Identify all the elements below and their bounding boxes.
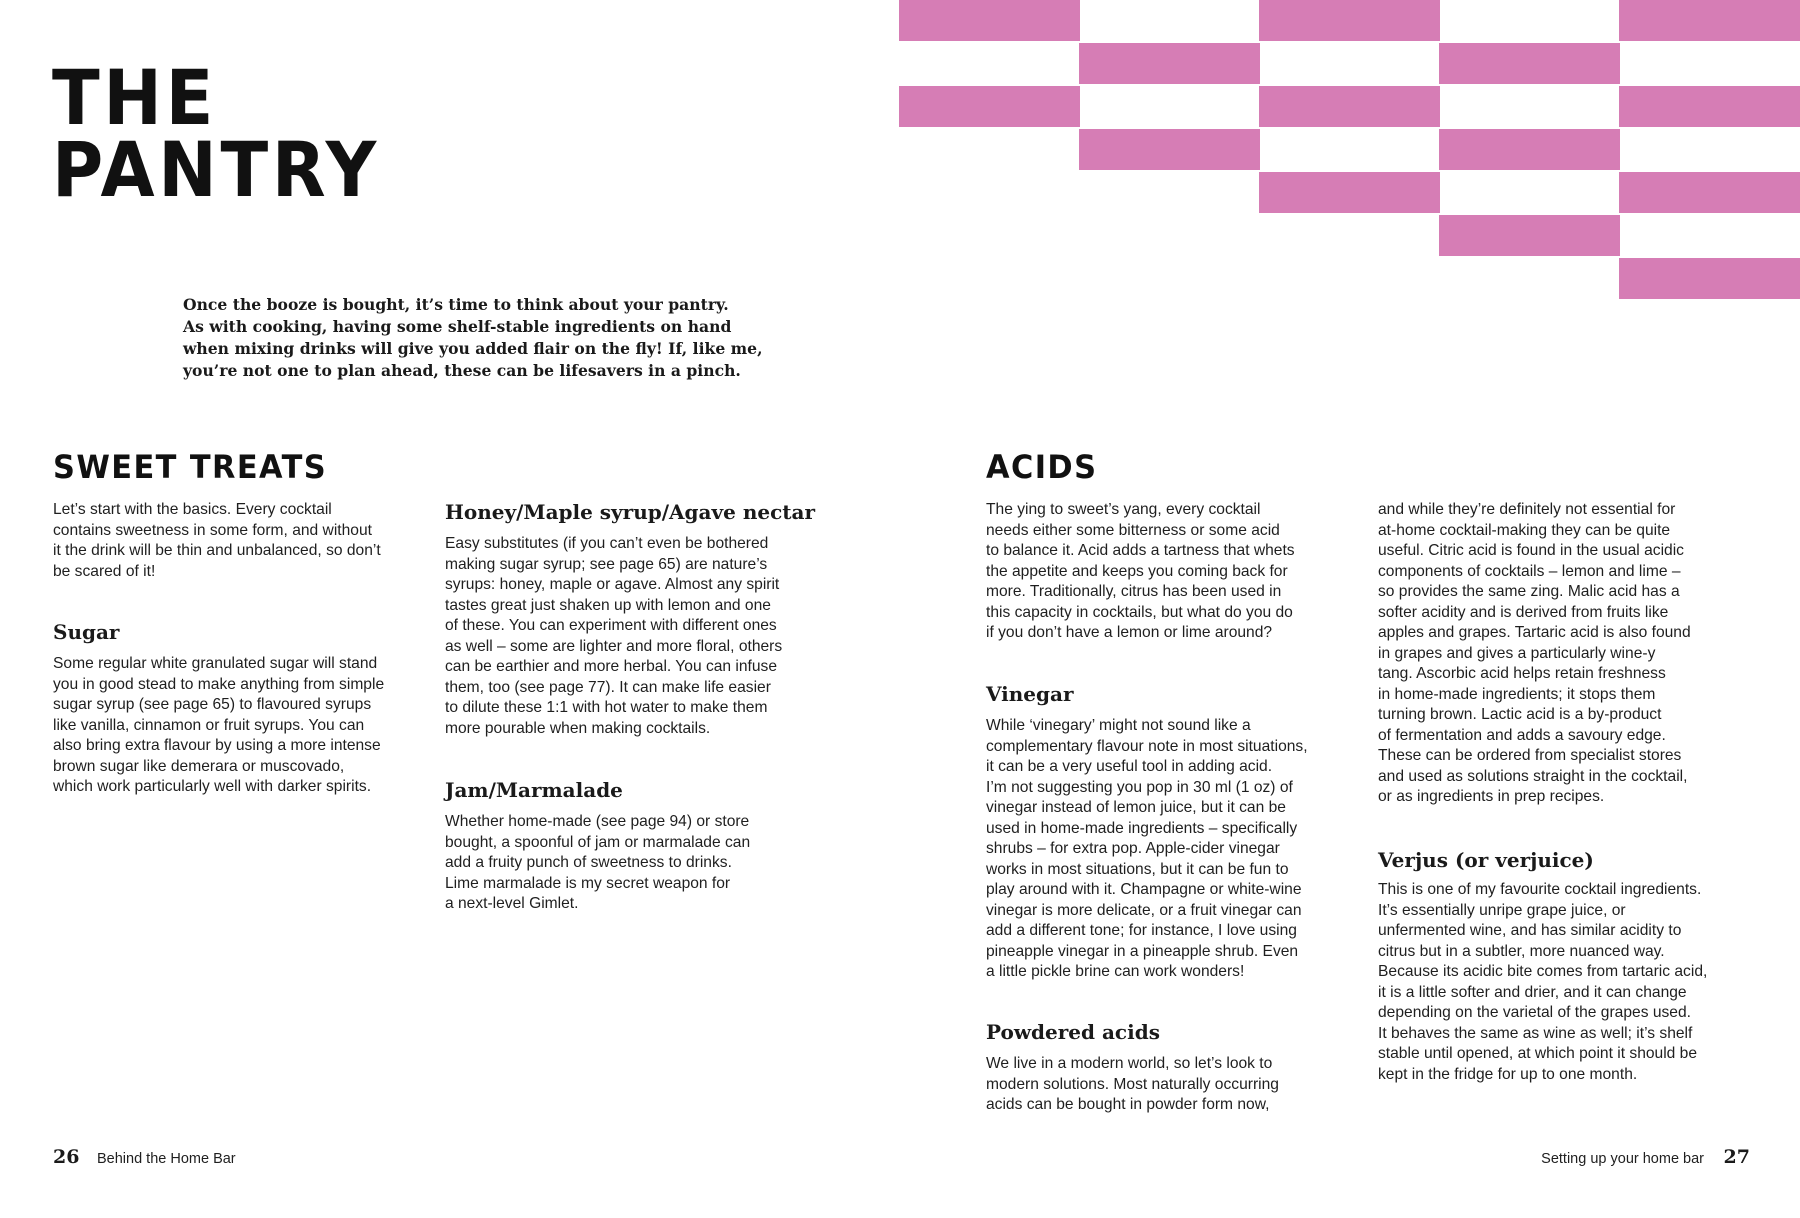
left-running-footer: Behind the Home Bar bbox=[97, 1151, 236, 1167]
jam-text bbox=[445, 812, 830, 915]
sweet-intro-text bbox=[53, 500, 428, 582]
text-line: in home-made ingredients; it stops them bbox=[1378, 685, 1656, 703]
pattern-block bbox=[1619, 258, 1800, 299]
text-line: tang. Ascorbic acid helps retain freshness bbox=[1378, 665, 1666, 682]
powdered-acids-text bbox=[986, 1054, 1356, 1116]
text-line: to dilute these 1:1 with hot water to make them bbox=[445, 699, 768, 716]
intro-line: Once the booze is bought, it’s time to think about your pantry. bbox=[183, 295, 729, 314]
text-line: be scared of it! bbox=[53, 562, 156, 580]
pattern-block bbox=[1619, 86, 1800, 127]
subheading-honey-maple-agave: Honey/Maple syrup/Agave nectar bbox=[445, 500, 815, 524]
text-line: them, too (see page 77). It can make life easier bbox=[445, 678, 771, 696]
text-line: brown sugar like demerara or muscovado, bbox=[53, 757, 345, 775]
text-line: of these. You can experiment with different ones bbox=[445, 617, 777, 634]
text-line: or as ingredients in prep recipes. bbox=[1378, 788, 1605, 805]
title-line-2: PANTRY bbox=[52, 125, 380, 214]
text-line: Some regular white granulated sugar will stand bbox=[53, 655, 378, 672]
pattern-block bbox=[1079, 43, 1260, 84]
honey-text bbox=[445, 534, 830, 739]
text-line: contains sweetness in some form, and without bbox=[53, 521, 372, 539]
text-line: a next-level Gimlet. bbox=[445, 895, 579, 912]
text-line: can be earthier and more herbal. You can infuse bbox=[445, 658, 778, 675]
text-line: While ‘vinegary’ might not sound like a bbox=[986, 717, 1251, 734]
text-line: if you don’t have a lemon or lime around? bbox=[986, 624, 1273, 641]
subheading-sugar: Sugar bbox=[53, 620, 120, 644]
subheading-vinegar: Vinegar bbox=[986, 682, 1074, 706]
pattern-block bbox=[1259, 86, 1440, 127]
text-line: syrups: honey, maple or agave. Almost any spirit bbox=[445, 576, 780, 593]
text-line: We live in a modern world, so let’s look to bbox=[986, 1055, 1273, 1072]
text-line: at-home cocktail-making they can be quite bbox=[1378, 521, 1671, 539]
right-page-number: 27 bbox=[1723, 1146, 1750, 1168]
subheading-jam-marmalade: Jam/Marmalade bbox=[445, 778, 623, 802]
text-line: citrus but in a subtler, more nuanced way. bbox=[1378, 942, 1665, 960]
text-line: acids can be bought in powder form now, bbox=[986, 1096, 1270, 1113]
text-line: vinegar is more delicate, or a fruit vinegar can bbox=[986, 901, 1302, 919]
text-line: a little pickle brine can work wonders! bbox=[986, 963, 1245, 980]
sugar-text bbox=[53, 654, 428, 798]
text-line: more. Traditionally, citrus has been used in bbox=[986, 583, 1282, 600]
pattern-block bbox=[1079, 129, 1260, 170]
text-line: and while they’re definitely not essential for bbox=[1378, 501, 1676, 518]
intro-paragraph bbox=[183, 294, 763, 382]
text-line: unfermented wine, and has similar acidity to bbox=[1378, 922, 1682, 939]
text-line: complementary flavour note in most situations, bbox=[986, 737, 1308, 755]
text-line: in grapes and gives a particularly wine-y bbox=[1378, 644, 1656, 662]
text-line: pineapple vinegar in a pineapple shrub. Even bbox=[986, 942, 1299, 960]
intro-line: when mixing drinks will give you added flair on the fly! If, like me, bbox=[183, 339, 763, 358]
text-line: modern solutions. Most naturally occurring bbox=[986, 1075, 1279, 1093]
text-line: softer acidity and is derived from fruits like bbox=[1378, 603, 1669, 621]
pattern-block bbox=[1619, 0, 1800, 41]
section-heading-acids: ACIDS bbox=[986, 448, 1098, 486]
text-line: also bring extra flavour by using a more intense bbox=[53, 737, 381, 754]
subheading-powdered-acids: Powdered acids bbox=[986, 1020, 1160, 1044]
text-line: I’m not suggesting you pop in 30 ml (1 oz) of bbox=[986, 778, 1293, 796]
text-line: works in most situations, but it can be fun to bbox=[986, 860, 1289, 878]
text-line: Lime marmalade is my secret weapon for bbox=[445, 874, 731, 892]
pattern-blocks bbox=[899, 0, 1800, 299]
intro-line: As with cooking, having some shelf-stable ingredients on hand bbox=[183, 317, 732, 336]
intro-line: you’re not one to plan ahead, these can be lifesavers in a pinch. bbox=[183, 361, 741, 380]
text-line: This is one of my favourite cocktail ingredients. bbox=[1378, 881, 1702, 898]
text-line: which work particularly well with darker spirits. bbox=[53, 778, 372, 795]
text-line: add a fruity punch of sweetness to drinks. bbox=[445, 854, 732, 871]
verjus-text bbox=[1378, 880, 1768, 1085]
pattern-block bbox=[1439, 215, 1620, 256]
page-title bbox=[52, 53, 380, 214]
text-line: depending on the varietal of the grapes used. bbox=[1378, 1004, 1691, 1021]
text-line: vinegar instead of lemon juice, but it can be bbox=[986, 799, 1286, 816]
text-line: These can be ordered from specialist stores bbox=[1378, 747, 1682, 764]
pattern-block bbox=[899, 0, 1080, 41]
text-line: The ying to sweet’s yang, every cocktail bbox=[986, 501, 1261, 518]
vinegar-text bbox=[986, 716, 1356, 983]
text-line: making sugar syrup; see page 65) are nature’s bbox=[445, 555, 768, 573]
pattern-block bbox=[899, 86, 1080, 127]
text-line: Let’s start with the basics. Every cocktail bbox=[53, 501, 332, 518]
text-line: bought, a spoonful of jam or marmalade can bbox=[445, 833, 751, 851]
text-line: sugar syrup (see page 65) to flavoured syrups bbox=[53, 696, 372, 713]
text-line: it is a little softer and drier, and it can change bbox=[1378, 983, 1687, 1001]
text-line: to balance it. Acid adds a tartness that whets bbox=[986, 542, 1295, 559]
text-line: tastes great just shaken up with lemon and one bbox=[445, 596, 771, 614]
acids-column-2-text bbox=[1378, 500, 1768, 808]
text-line: as well – some are lighter and more floral, others bbox=[445, 637, 783, 655]
section-heading-sweet-treats: SWEET TREATS bbox=[53, 448, 328, 486]
text-line: Whether home-made (see page 94) or store bbox=[445, 813, 750, 830]
text-line: this capacity in cocktails, but what do you do bbox=[986, 603, 1293, 621]
text-line: needs either some bitterness or some acid bbox=[986, 521, 1280, 539]
text-line: it the drink will be thin and unbalanced, so don’t bbox=[53, 542, 381, 559]
text-line: of fermentation and adds a savoury edge. bbox=[1378, 726, 1666, 744]
text-line: and used as solutions straight in the cocktail, bbox=[1378, 767, 1688, 785]
text-line: stable until opened, at which point it should be bbox=[1378, 1045, 1698, 1062]
title-line-1: THE bbox=[52, 53, 218, 142]
text-line: Because its acidic bite comes from tartaric acid, bbox=[1378, 963, 1708, 980]
pattern-block bbox=[1439, 43, 1620, 84]
text-line: Easy substitutes (if you can’t even be bothered bbox=[445, 535, 769, 552]
text-line: play around with it. Champagne or white-wine bbox=[986, 881, 1302, 898]
text-line: so provides the same zing. Malic acid has a bbox=[1378, 583, 1680, 600]
text-line: used in home-made ingredients – specifically bbox=[986, 819, 1298, 837]
text-line: the appetite and keeps you coming back for bbox=[986, 562, 1288, 580]
pattern-block bbox=[1259, 0, 1440, 41]
acids-intro-text bbox=[986, 500, 1356, 644]
text-line: components of cocktails – lemon and lime – bbox=[1378, 562, 1681, 580]
pattern-block bbox=[1439, 129, 1620, 170]
text-line: more pourable when making cocktails. bbox=[445, 719, 711, 737]
text-line: it can be a very useful tool in adding acid. bbox=[986, 758, 1273, 775]
right-running-footer: Setting up your home bar bbox=[1541, 1151, 1704, 1167]
text-line: It’s essentially unripe grape juice, or bbox=[1378, 901, 1626, 919]
text-line: It behaves the same as wine as well; it’s shelf bbox=[1378, 1024, 1693, 1042]
pattern-block bbox=[1259, 172, 1440, 213]
text-line: turning brown. Lactic acid is a by-product bbox=[1378, 706, 1662, 723]
text-line: kept in the fridge for up to one month. bbox=[1378, 1065, 1638, 1083]
text-line: you in good stead to make anything from simple bbox=[53, 675, 385, 693]
subheading-verjus: Verjus (or verjuice) bbox=[1378, 848, 1594, 872]
left-page-number: 26 bbox=[53, 1146, 80, 1168]
text-line: like vanilla, cinnamon or fruit syrups. You can bbox=[53, 716, 365, 734]
text-line: shrubs – for extra pop. Apple-cider vinegar bbox=[986, 840, 1280, 857]
text-line: useful. Citric acid is found in the usual acidic bbox=[1378, 542, 1684, 559]
text-line: apples and grapes. Tartaric acid is also found bbox=[1378, 624, 1691, 641]
pattern-block bbox=[1619, 172, 1800, 213]
text-line: add a different tone; for instance, I love using bbox=[986, 922, 1297, 939]
